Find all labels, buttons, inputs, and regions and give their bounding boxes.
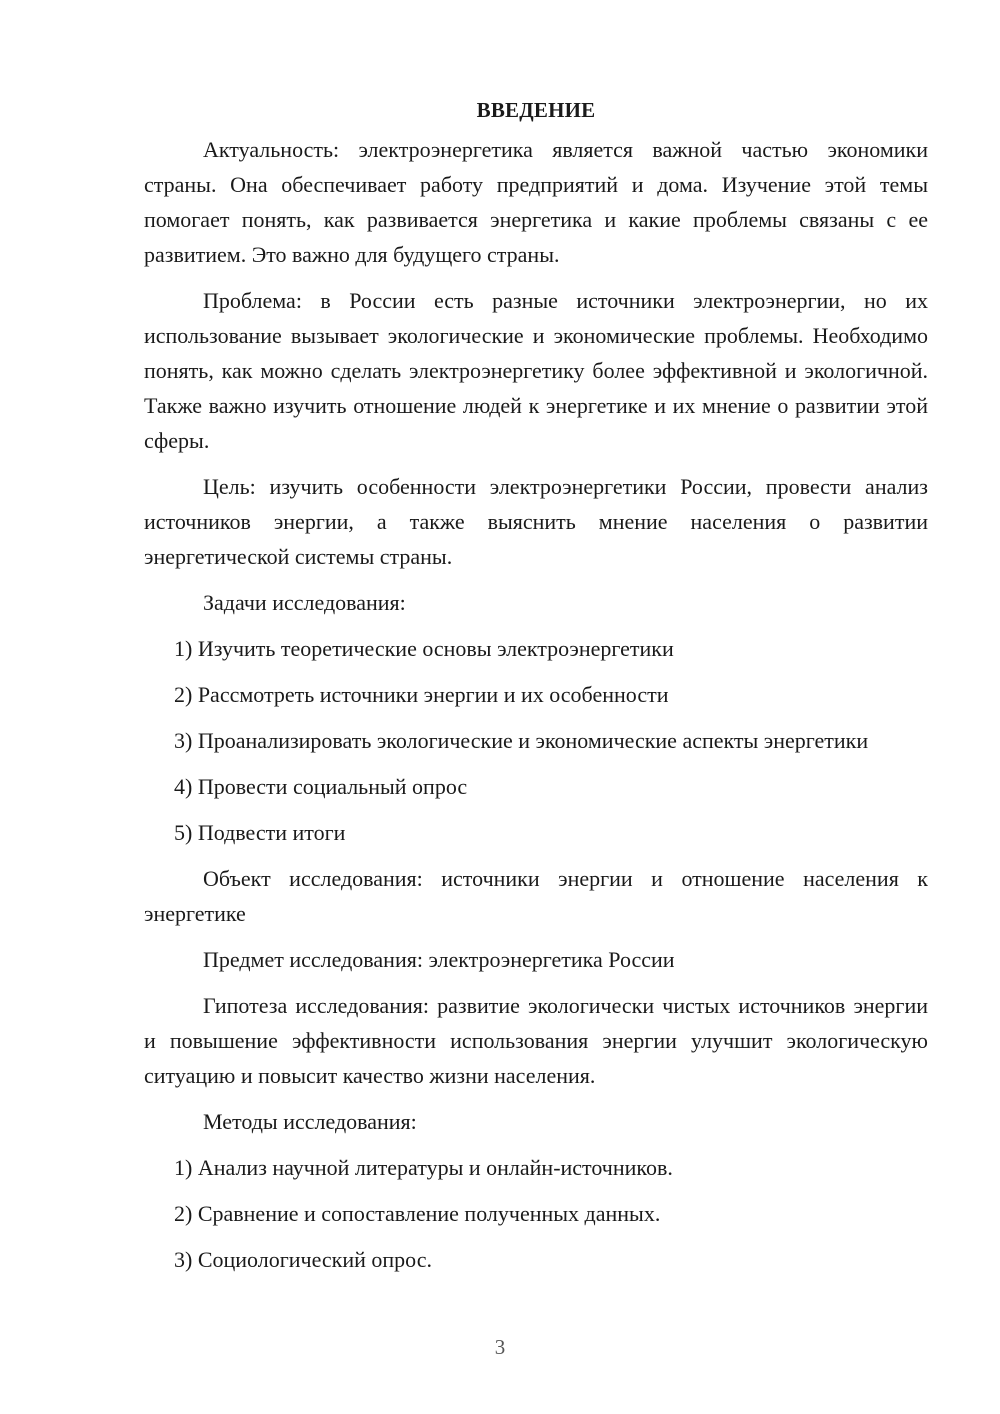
method-item-2: 2) Сравнение и сопоставление полученных данных. bbox=[174, 1201, 661, 1226]
paragraph-subject: Предмет исследования: электроэнергетика России bbox=[203, 947, 675, 972]
paragraph-relevance: Актуальность: электроэнергетика является важной частью экономики страны. Она обеспечивает работу предприятий и дома. Изучение этой темы помогает понять, как развивается энергетика и какие проблемы связаны с ее развитием. Это важно для будущего страны. bbox=[144, 137, 928, 267]
document-page bbox=[144, 92, 928, 1277]
section-title: ВВЕДЕНИЕ bbox=[476, 98, 596, 122]
paragraph-goal: Цель: изучить особенности электроэнергетики России, провести анализ источников энергии, а также выяснить мнение населения о развитии энергетической системы страны. bbox=[144, 474, 928, 569]
paragraph-methods-heading: Методы исследования: bbox=[203, 1109, 417, 1134]
task-item-1: 1) Изучить теоретические основы электроэнергетики bbox=[174, 636, 674, 661]
task-item-4: 4) Провести социальный опрос bbox=[174, 774, 468, 799]
paragraph-hypothesis: Гипотеза исследования: развитие экологически чистых источников энергии и повышение эффективности использования энергии улучшит экологическую ситуацию и повысит качество жизни населения. bbox=[144, 993, 928, 1088]
method-item-3: 3) Социологический опрос. bbox=[174, 1247, 432, 1272]
task-item-5: 5) Подвести итоги bbox=[174, 820, 346, 845]
task-item-2: 2) Рассмотреть источники энергии и их особенности bbox=[174, 682, 669, 707]
paragraph-tasks-heading: Задачи исследования: bbox=[203, 590, 406, 615]
task-item-3: 3) Проанализировать экологические и экономические аспекты энергетики bbox=[174, 728, 869, 753]
page-number: 3 bbox=[494, 1335, 506, 1359]
method-item-1: 1) Анализ научной литературы и онлайн-источников. bbox=[174, 1155, 673, 1180]
paragraph-object: Объект исследования: источники энергии и отношение населения к энергетике bbox=[144, 866, 928, 926]
paragraph-problem: Проблема: в России есть разные источники электроэнергии, но их использование вызывает экологические и экономические проблемы. Необходимо понять, как можно сделать электроэнергетику более эффективной и экологичной. Также важно изучить отношение людей к энергетике и их мнение о развитии этой сферы. bbox=[144, 288, 928, 453]
